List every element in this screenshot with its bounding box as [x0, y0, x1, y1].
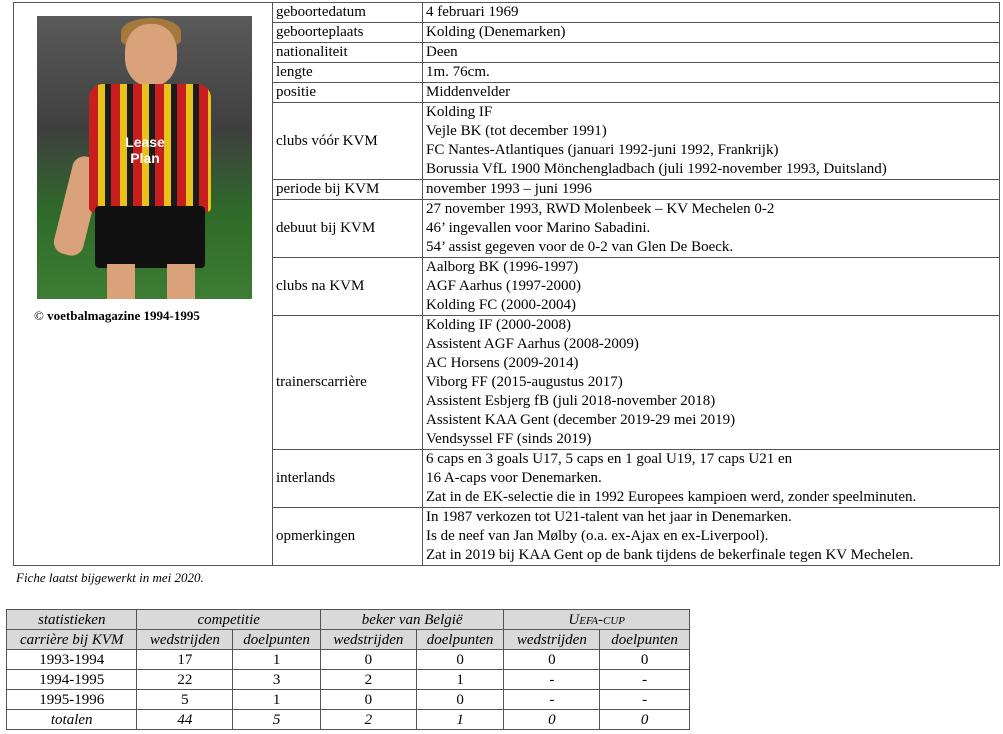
season-row: [7, 650, 690, 670]
stat-cell: 0: [320, 690, 416, 710]
profile-value-line: november 1993 – juni 1996: [426, 181, 592, 197]
profile-value-line: Kolding FC (2000-2004): [426, 297, 576, 313]
profile-value-line: 27 november 1993, RWD Molenbeek – KV Mechelen 0-2: [426, 201, 775, 217]
profile-value-line: 46’ ingevallen voor Marino Sabadini.: [426, 220, 651, 236]
profile-label: geboortedatum: [273, 3, 423, 23]
profile-value: [423, 316, 1000, 450]
profile-value-line: AC Horsens (2009-2014): [426, 355, 579, 371]
profile-value-line: Zat in 2019 bij KAA Gent op de bank tijdens de bekerfinale tegen KV Mechelen.: [426, 547, 914, 563]
last-updated-note: Fiche laatst bijgewerkt in mei 2020.: [16, 570, 204, 585]
profile-value-line: FC Nantes-Atlantiques (januari 1992-juni 1992, Frankrijk): [426, 142, 779, 158]
stat-cell: 0: [320, 650, 416, 670]
profile-value-line: 6 caps en 3 goals U17, 5 caps en 1 goal U19, 17 caps U21 en: [426, 451, 793, 467]
profile-value-line: 1m. 76cm.: [426, 64, 490, 80]
profile-label: geboorteplaats: [273, 23, 423, 43]
season-row: [7, 690, 690, 710]
profile-value-line: Vejle BK (tot december 1991): [426, 123, 607, 139]
stat-cell: -: [504, 670, 600, 690]
player-profile-table: [13, 2, 1000, 566]
profile-value-line: Viborg FF (2015-augustus 2017): [426, 374, 623, 390]
stat-cell: 2: [320, 670, 416, 690]
totals-row: [7, 710, 690, 730]
total-cell: 0: [504, 710, 600, 730]
stats-column-header: wedstrijden: [320, 630, 416, 650]
stat-cell: 0: [504, 650, 600, 670]
profile-value-line: Is de neef van Jan Mølby (o.a. ex-Ajax en ex-Liverpool).: [426, 528, 769, 544]
profile-label: clubs na KVM: [273, 258, 423, 316]
profile-label: interlands: [273, 450, 423, 508]
stat-cell: 1: [233, 650, 321, 670]
profile-value: [423, 63, 1000, 83]
stat-cell: -: [600, 690, 690, 710]
profile-value-line: Assistent AGF Aarhus (2008-2009): [426, 336, 639, 352]
competition-header: competitie: [137, 610, 320, 630]
profile-label: clubs vóór KVM: [273, 103, 423, 180]
profile-value: [423, 3, 1000, 23]
stat-cell: 0: [416, 690, 504, 710]
total-cell: 44: [137, 710, 233, 730]
profile-value: [423, 450, 1000, 508]
stat-cell: 17: [137, 650, 233, 670]
profile-value-line: Kolding IF (2000-2008): [426, 317, 571, 333]
stat-cell: -: [600, 670, 690, 690]
stats-column-header: carrière bij KVM: [7, 630, 137, 650]
profile-value-line: 54’ assist gegeven voor de 0-2 van Glen De Boeck.: [426, 239, 734, 255]
shirt-sponsor-text: Lease Plan: [125, 134, 165, 166]
profile-value-line: 4 februari 1969: [426, 4, 519, 20]
copyright-mark: ©: [34, 308, 44, 323]
profile-value-line: Kolding (Denemarken): [426, 24, 566, 40]
profile-value-line: Borussia VfL 1900 Mönchengladbach (juli 1992-november 1993, Duitsland): [426, 161, 887, 177]
profile-value: [423, 23, 1000, 43]
profile-label: nationaliteit: [273, 43, 423, 63]
season-label: 1995-1996: [7, 690, 137, 710]
profile-value-line: Aalborg BK (1996-1997): [426, 259, 579, 275]
stats-column-header: wedstrijden: [504, 630, 600, 650]
stats-column-header: wedstrijden: [137, 630, 233, 650]
profile-value-line: Deen: [426, 44, 458, 60]
stats-column-header: doelpunten: [416, 630, 504, 650]
stats-header-label: statistieken: [7, 610, 137, 630]
profile-value: [423, 258, 1000, 316]
stat-cell: 0: [416, 650, 504, 670]
profile-value-line: AGF Aarhus (1997-2000): [426, 278, 581, 294]
profile-value: [423, 508, 1000, 566]
profile-value: [423, 200, 1000, 258]
profile-value-line: Middenvelder: [426, 84, 511, 100]
stat-cell: 5: [137, 690, 233, 710]
stats-header-row: [7, 610, 690, 630]
stat-cell: 3: [233, 670, 321, 690]
stats-column-header: doelpunten: [600, 630, 690, 650]
season-label: 1994-1995: [7, 670, 137, 690]
profile-label: debuut bij KVM: [273, 200, 423, 258]
total-cell: 1: [416, 710, 504, 730]
profile-value-line: Assistent KAA Gent (december 2019-29 mei 2019): [426, 412, 736, 428]
season-row: [7, 670, 690, 690]
statistics-table: [6, 609, 690, 730]
profile-label: periode bij KVM: [273, 180, 423, 200]
profile-value-line: 16 A-caps voor Denemarken.: [426, 470, 602, 486]
stat-cell: 0: [600, 650, 690, 670]
profile-value: [423, 43, 1000, 63]
profile-value-line: Kolding IF: [426, 104, 493, 120]
profile-value: [423, 180, 1000, 200]
player-photo: [37, 16, 252, 299]
profile-value-line: Vendsyssel FF (sinds 2019): [426, 431, 592, 447]
total-cell: 5: [233, 710, 321, 730]
uefa-cup-header: Uefa-cup: [504, 610, 690, 630]
stat-cell: 1: [233, 690, 321, 710]
profile-label: opmerkingen: [273, 508, 423, 566]
totals-label: totalen: [7, 710, 137, 730]
profile-label: trainerscarrière: [273, 316, 423, 450]
stats-subheader-row: [7, 630, 690, 650]
profile-value-line: Zat in de EK-selectie die in 1992 Europees kampioen werd, zonder speelminuten.: [426, 489, 917, 505]
total-cell: 2: [320, 710, 416, 730]
profile-value: [423, 83, 1000, 103]
profile-label: lengte: [273, 63, 423, 83]
season-label: 1993-1994: [7, 650, 137, 670]
stat-cell: 1: [416, 670, 504, 690]
stats-column-header: doelpunten: [233, 630, 321, 650]
profile-label: positie: [273, 83, 423, 103]
profile-value-line: Assistent Esbjerg fB (juli 2018-november 2018): [426, 393, 716, 409]
stat-cell: 22: [137, 670, 233, 690]
photo-caption: © voetbalmagazine 1994-1995: [34, 308, 200, 323]
profile-row: [14, 3, 1000, 23]
profile-value: [423, 103, 1000, 180]
photo-cell: [14, 3, 273, 566]
stat-cell: -: [504, 690, 600, 710]
belgian-cup-header: beker van België: [320, 610, 503, 630]
profile-value-line: In 1987 verkozen tot U21-talent van het jaar in Denemarken.: [426, 509, 792, 525]
total-cell: 0: [600, 710, 690, 730]
